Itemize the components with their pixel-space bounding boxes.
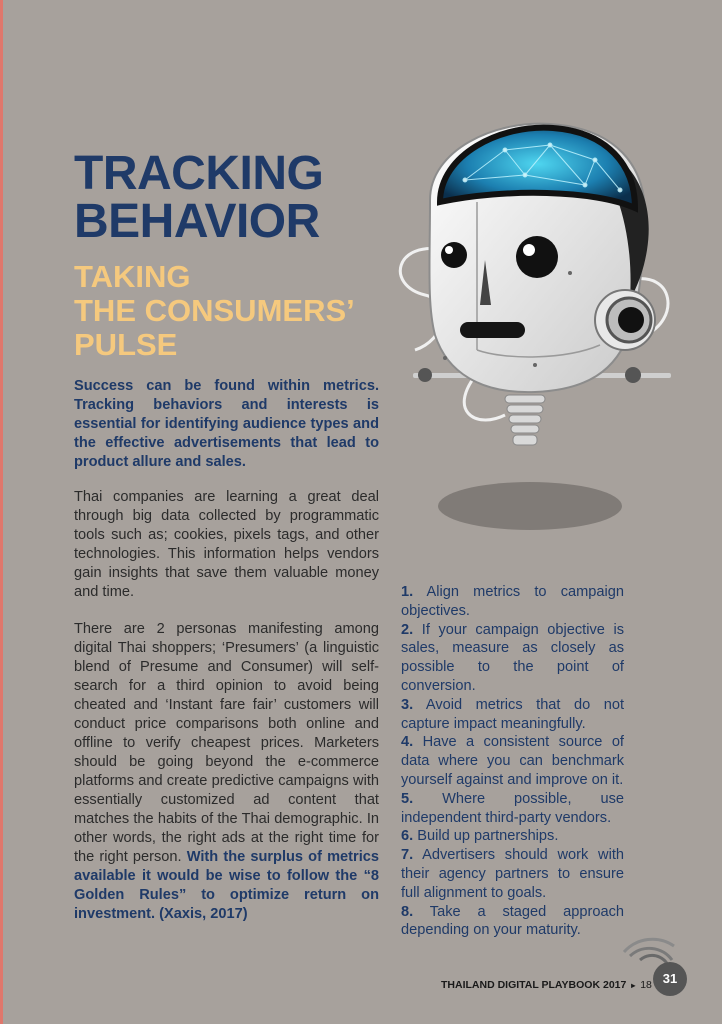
rule-number: 7.	[401, 847, 414, 864]
footer-publication	[441, 979, 652, 991]
subtitle-line-3: PULSE	[74, 327, 178, 362]
robot-eye-left	[441, 242, 467, 268]
rule-text: Have a consistent source of data where you can benchmark yourself against and improve on it.	[401, 734, 624, 788]
robot-eye-right	[516, 236, 558, 278]
list-item	[401, 903, 624, 941]
page-title	[74, 147, 324, 248]
rule-number: 3.	[401, 696, 414, 713]
page-subtitle	[74, 260, 355, 362]
rule-text: Take a staged approach depending on your maturity.	[401, 903, 624, 939]
intro-paragraph: Success can be found within metrics. Tracking behaviors and interests is essential for identifying audience types and the effective advertisements that lead to product allure and sales.	[74, 378, 379, 470]
list-item	[401, 696, 624, 734]
body-paragraph-2-text: There are 2 personas manifesting among digital Thai shoppers; ‘Presumers’ (a linguistic blend of Presume and Consumer) will self-search for a third opinion to avoid being cheated and ‘Instant fare fair’ customers will conduct price comparisons both online and offline to verify cheapest prices. Marketers should be going beyond the e-commerce platforms and create predictive campaigns with essentially customized ad content that matches the habits of the Thai demographic. In other words, the right ads at the right time for the right person.	[74, 621, 379, 865]
title-line-2: BEHAVIOR	[74, 195, 320, 248]
golden-rules-list	[401, 583, 624, 940]
list-item	[401, 790, 624, 828]
rule-text: Align metrics to campaign objectives.	[401, 584, 624, 619]
rule-number: 4.	[401, 734, 414, 751]
rule-number: 8.	[401, 903, 414, 920]
robot-neck-spring	[505, 395, 545, 445]
publication-title: THAILAND DIGITAL PLAYBOOK 2017	[441, 979, 627, 991]
page-edge-stripe	[0, 0, 3, 1024]
rule-text: Where possible, use independent third-party vendors.	[401, 790, 624, 826]
rule-number: 5.	[401, 790, 414, 807]
body-paragraph-2	[74, 620, 379, 924]
title-line-1: TRACKING	[74, 147, 324, 200]
play-arrow-icon: ▸	[631, 981, 636, 990]
subtitle-line-1: TAKING	[74, 259, 191, 294]
robot-ear-center	[618, 307, 644, 333]
body-paragraph-1: Thai companies are learning a great deal through big data collected by programmatic tools such as; cookies, pixels tags, and other technologies. This information helps vendors gain insights that save them valuable money and time.	[74, 489, 379, 600]
robot-rivet	[568, 271, 572, 275]
robot-axle-knob-left	[418, 368, 432, 382]
rule-number: 6.	[401, 828, 414, 845]
subtitle-line-2: THE CONSUMERS’	[74, 293, 355, 328]
list-item	[401, 621, 624, 696]
rule-text: Avoid metrics that do not capture impact meaningfully.	[401, 696, 624, 732]
list-item	[401, 583, 624, 621]
list-item	[401, 827, 624, 846]
rule-number: 1.	[401, 584, 414, 600]
robot-eye-left-highlight	[445, 246, 453, 254]
section-page-number: 18	[640, 979, 652, 991]
rule-number: 2.	[401, 621, 414, 638]
robot-rivet	[443, 356, 447, 360]
robot-shadow	[438, 482, 622, 530]
robot-eye-right-highlight	[523, 244, 535, 256]
rule-text: Advertisers should work with their agency partners to ensure full alignment to goals.	[401, 847, 624, 901]
robot-axle-knob-right	[625, 367, 641, 383]
rule-text: If your campaign objective is sales, measure as closely as possible to the point of conversion.	[401, 621, 624, 694]
robot-head-illustration	[385, 110, 675, 535]
rule-text: Build up partnerships.	[417, 828, 559, 845]
page-number-badge: 31	[653, 962, 687, 996]
robot-rivet	[533, 363, 537, 367]
list-item	[401, 733, 624, 789]
body-paragraph-2-emphasis: With the surplus of metrics available it would be wise to follow the “8 Golden Rules” to optimize return on investment. (Xaxis, 2017)	[74, 849, 379, 922]
robot-mouth	[460, 322, 525, 338]
list-item	[401, 846, 624, 902]
